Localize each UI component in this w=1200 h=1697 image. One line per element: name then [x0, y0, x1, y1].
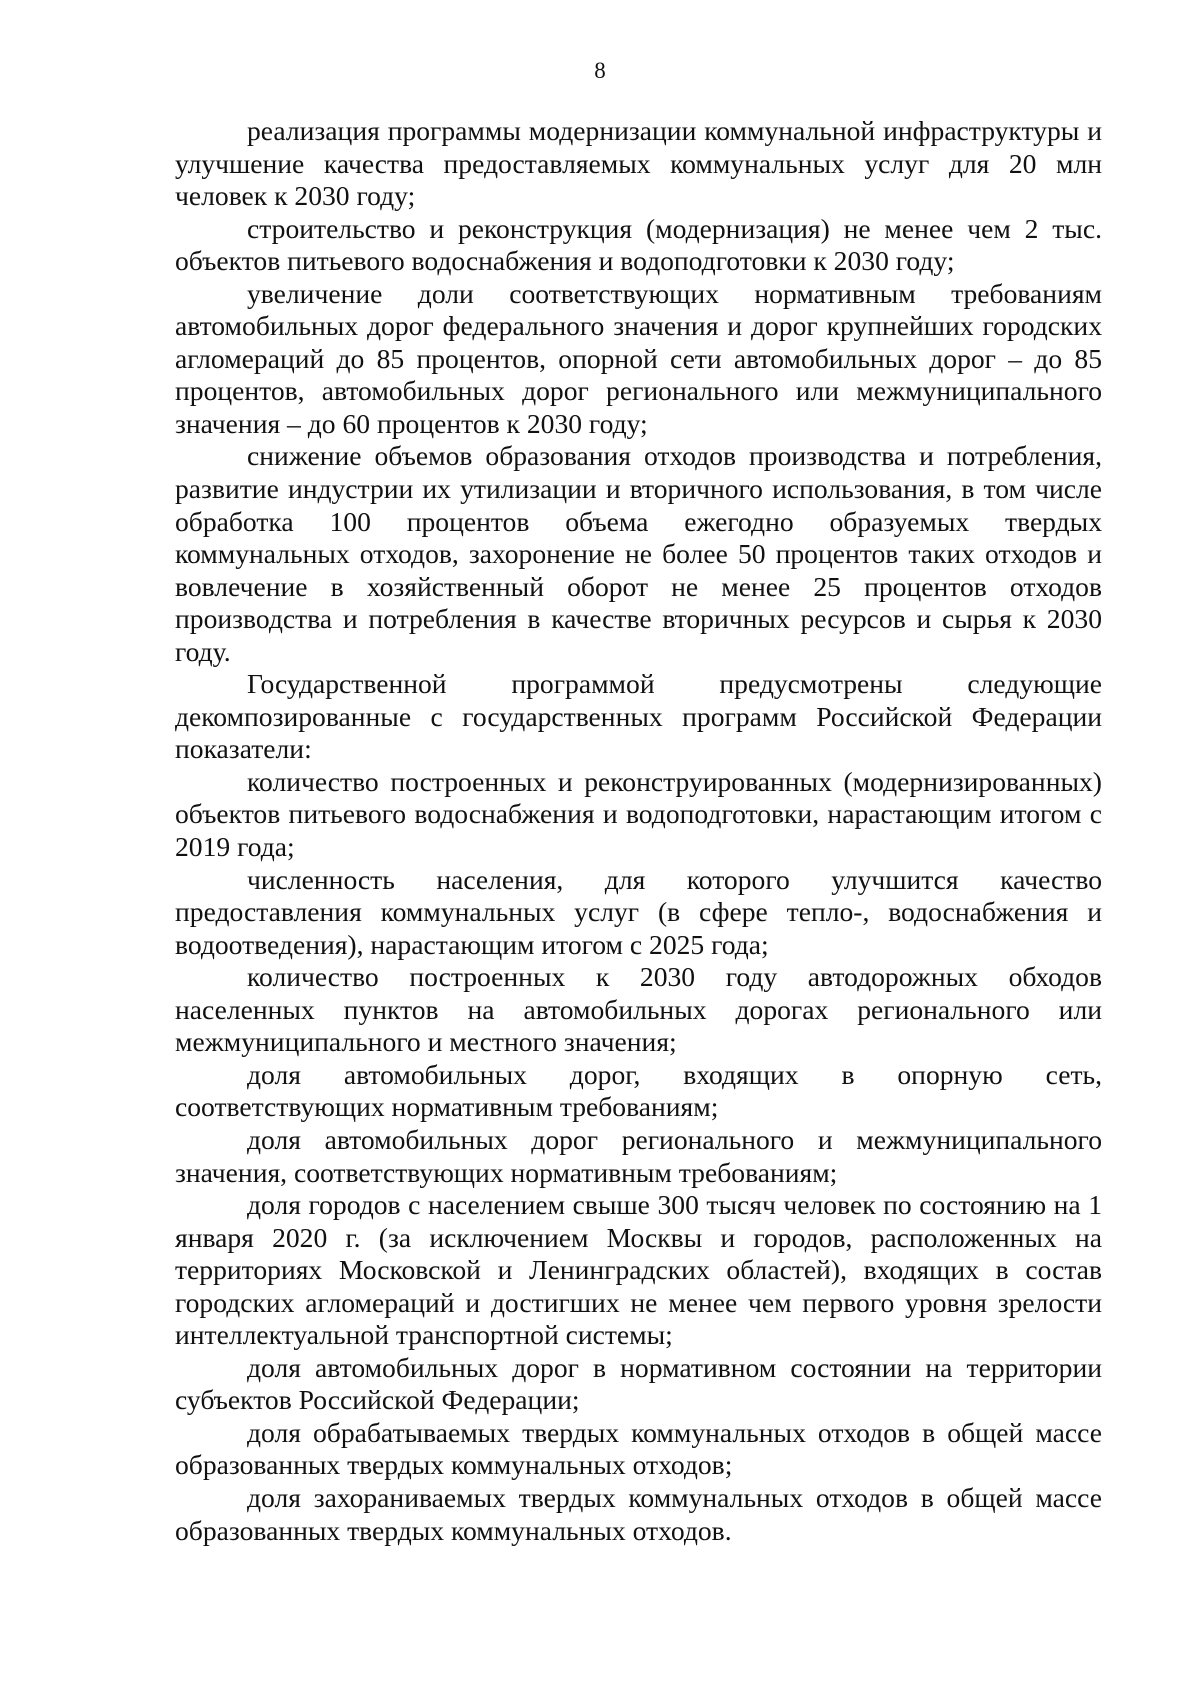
paragraph-landfilled-waste-share: доля захораниваемых твердых коммунальных отходов в общей массе образованных твердых коммунальных отходов.	[175, 1481, 1102, 1546]
paragraph-water-objects-count: количество построенных и реконструированных (модернизированных) объектов питьевого водоснабжения и водоподготовки, нарастающим итогом с 2019 года;	[175, 765, 1102, 863]
paragraph-processed-waste-share: доля обрабатываемых твердых коммунальных отходов в общей массе образованных твердых коммунальных отходов;	[175, 1416, 1102, 1481]
paragraph-utilities-modernization: реализация программы модернизации коммунальной инфраструктуры и улучшение качества предоставляемых коммунальных услуг для 20 млн человек к 2030 году;	[175, 115, 1102, 212]
paragraph-waste-reduction: снижение объемов образования отходов производства и потребления, развитие индустрии их утилизации и вторичного использования, в том числе обработка 100 процентов объема ежегодно образуемых твердых коммунальных отходов, захоронение не более 50 процентов таких отходов и вовлечение в хозяйственный оборот не менее 25 процентов отходов производства и потребления в качестве вторичных ресурсов и сырья к 2030 году.	[175, 440, 1102, 667]
document-body	[175, 115, 1102, 1547]
page-number: 8	[594, 58, 606, 83]
paragraph-roads-compliance-share: увеличение доли соответствующих нормативным требованиям автомобильных дорог федерального значения и дорог крупнейших городских агломераций до 85 процентов, опорной сети автомобильных дорог – до 85 процентов, автомобильных дорог регионального или межмуниципального значения – до 60 процентов к 2030 году;	[175, 277, 1102, 439]
paragraph-roads-normative-state: доля автомобильных дорог в нормативном состоянии на территории субъектов Российской Федерации;	[175, 1351, 1102, 1416]
paragraph-regional-roads-share: доля автомобильных дорог регионального и межмуниципального значения, соответствующих нормативным требованиям;	[175, 1123, 1102, 1188]
paragraph-water-supply-construction: строительство и реконструкция (модернизация) не менее чем 2 тыс. объектов питьевого водоснабжения и водоподготовки к 2030 году;	[175, 212, 1102, 277]
paragraph-bypass-roads-count: количество построенных к 2030 году автодорожных обходов населенных пунктов на автомобильных дорогах регионального или межмуниципального и местного значения;	[175, 961, 1102, 1058]
paragraph-core-network-share: доля автомобильных дорог, входящих в опорную сеть, соответствующих нормативным требованиям;	[175, 1058, 1102, 1123]
paragraph-smart-transport-cities: доля городов с населением свыше 300 тысяч человек по состоянию на 1 января 2020 г. (за исключением Москвы и городов, расположенных на территориях Московской и Ленинградских областей), входящих в состав городских агломераций и достигших не менее чем первого уровня зрелости интеллектуальной транспортной системы;	[175, 1189, 1102, 1351]
paragraph-population-utilities: численность населения, для которого улучшится качество предоставления коммунальных услуг (в сфере тепло-, водоснабжения и водоотведения), нарастающим итогом с 2025 года;	[175, 863, 1102, 960]
paragraph-indicators-intro: Государственной программой предусмотрены следующие декомпозированные с государственных программ Российской Федерации показатели:	[175, 668, 1102, 765]
